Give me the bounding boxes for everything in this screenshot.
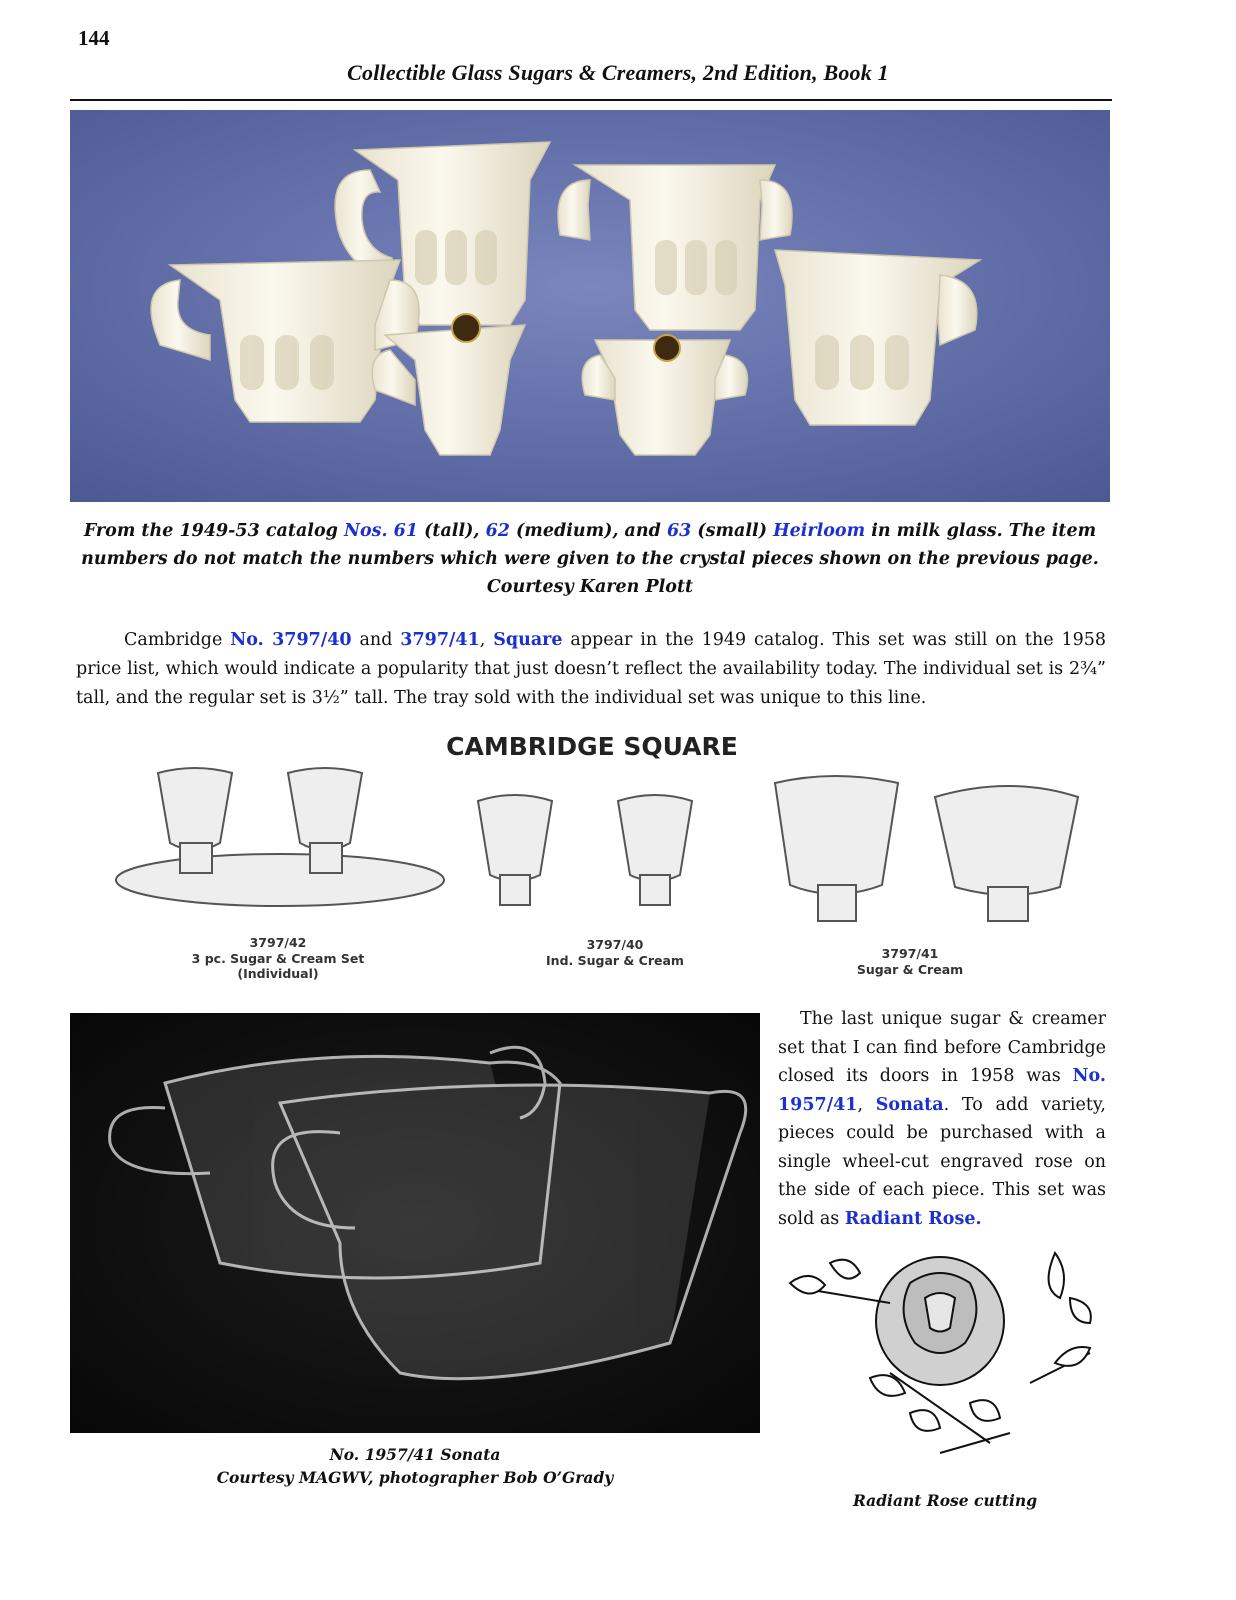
catalog-label-3797-42-number: 3797/42: [249, 935, 307, 950]
milk-glass-photo: [70, 110, 1110, 502]
catalog-label-3797-41-line1: Sugar & Cream: [856, 962, 964, 977]
body-paragraph-square: Cambridge No. 3797/40 and 3797/41, Square appear in the 1949 catalog. This set was still on the 1958 price list, which would indicate a popularity that just doesn’t reflect the availability today. The individual set is 2¾” tall, and the regular set is 3½” tall. The tray sold with the individual set was unique to this line.: [76, 630, 1107, 708]
sonata-photo: [70, 1013, 760, 1433]
catalog-label-3797-41-number: 3797/41: [881, 946, 939, 961]
sonata-caption: No. 1957/41 Sonata Courtesy MAGWV, photographer Bob O’Grady: [216, 1445, 614, 1487]
catalog-label-3797-40-number: 3797/40: [586, 937, 644, 952]
radiant-rose-drawing: [770, 1243, 1110, 1475]
catalog-label-3797-40-line1: Ind. Sugar & Cream: [546, 953, 684, 968]
catalog-label-3797-42-line1: 3 pc. Sugar & Cream Set: [191, 951, 365, 966]
photo-credit: Courtesy Karen Plott: [486, 577, 694, 597]
page-number: 144: [78, 26, 110, 50]
cambridge-square-catalog-illustration: [70, 725, 1110, 987]
catalog-heading: CAMBRIDGE SQUARE: [446, 732, 738, 761]
running-title: Collectible Glass Sugars & Creamers, 2nd Edition, Book 1: [347, 60, 889, 85]
catalog-label-3797-42-line2: (Individual): [237, 966, 319, 981]
radiant-rose-caption: Radiant Rose cutting: [852, 1491, 1038, 1510]
header-rule: [70, 99, 1112, 101]
body-paragraph-sonata: The last unique sugar & creamer set that I can find before Cambridge closed its doors in 1958 was No. 1957/41, Sonata. To add variety, pieces could be purchased with a single wheel-cut engraved rose on the side of each piece. This set was sold as Radiant Rose.: [778, 1009, 1106, 1229]
milk-glass-caption: From the 1949-53 catalog Nos. 61 (tall), 62 (medium), and 63 (small) Heirloom in milk glass. The item numbers do not match the numbers which were given to the crystal pieces shown on the previous page. Courtesy Karen Plott: [81, 521, 1099, 597]
